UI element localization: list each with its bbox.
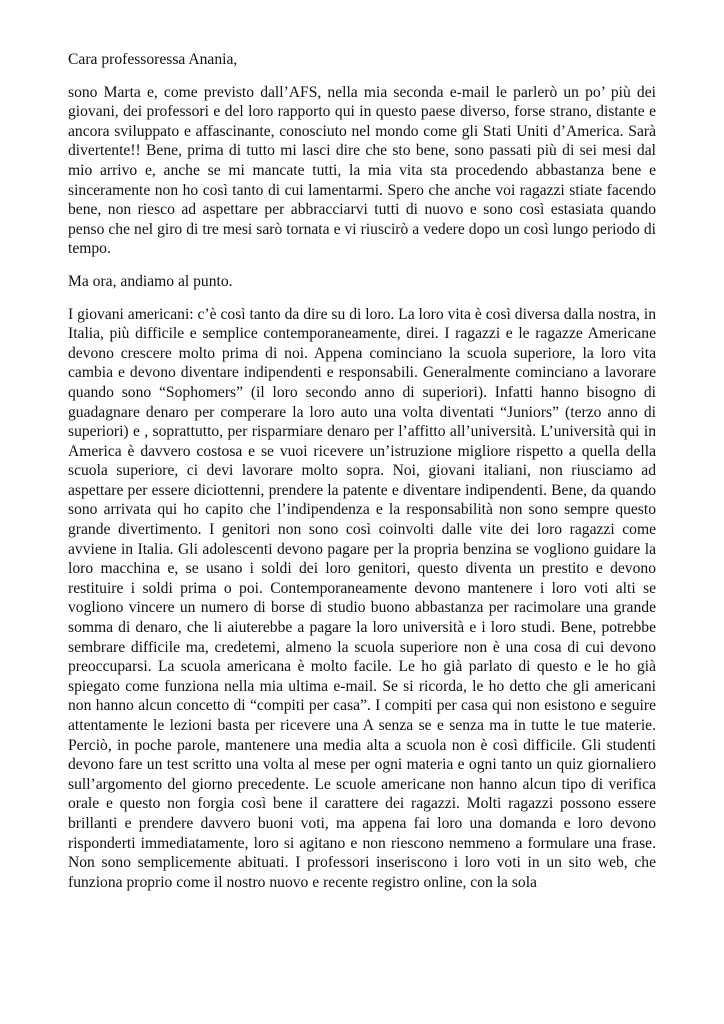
document-page [68,50,656,905]
paragraph-american-youth: I giovani americani: c’è così tanto da dire su di loro. La loro vita è così diversa dalla nostra, in Italia, più difficile e semplice contemporaneamente, direi. I ragazzi e le ragazze Americane devono crescere molto prima di noi. Appena cominciano la scuola superiore, la loro vita cambia e devono diventare indipendenti e responsabili. Generalmente cominciano a lavorare quando sono “Sophomers” (il loro secondo anno di superiori). Infatti hanno bisogno di guadagnare denaro per comperare la loro auto una volta diventati “Juniors” (terzo anno di superiori) e , soprattutto, per risparmiare denaro per l’affitto all’università. L’università qui in America è davvero costosa e se vuoi ricevere un’istruzione migliore rispetto a quella della scuola superiore, ci devi lavorare molto sopra. Noi, giovani italiani, non riusciamo ad aspettare per essere diciottenni, prendere la patente e diventare indipendenti. Bene, da quando sono arrivata qui ho capito che l’indipendenza e la responsabilità non sono sempre questo grande divertimento. I genitori non sono così coinvolti dalle vite dei loro ragazzi come avviene in Italia. Gli adolescenti devono pagare per la propria benzina se vogliono guidare la loro macchina e, se usano i soldi dei loro genitori, questo diventa un prestito e devono restituire i soldi prima o poi. Contemporaneamente devono mantenere i loro voti alti se vogliono vincere un numero di borse di studio buono abbastanza per racimolare una grande somma di denaro, che li aiuterebbe a pagare la loro università e i loro studi. Bene, potrebbe sembrare difficile ma, credetemi, almeno la scuola superiore non è una cosa di cui devono preoccuparsi. La scuola americana è molto facile. Le ho già parlato di questo e le ho già spiegato come funziona nella mia ultima e-mail. Se si ricorda, le ho detto che gli americani non hanno alcun concetto di “compiti per casa”. I compiti per casa qui non esistono e seguire attentamente le lezioni basta per ricevere una A senza se e senza ma in tutte le tue materie. Perciò, in poche parole, mantenere una media alta a scuola non è così difficile. Gli studenti devono fare un test scritto una volta al mese per ogni materia e ogni tanto un quiz giornaliero sull’argomento del giorno precedente. Le scuole americane non hanno alcun tipo di verifica orale e questo non forgia così bene il carattere dei ragazzi. Molti ragazzi possono essere brillanti e prendere davvero buoni voti, ma appena fai loro una domanda e loro devono risponderti immediatamente, loro si agitano e non riescono nemmeno a formulare una frase. Non sono semplicemente abituati. I professori inseriscono i loro voti in un sito web, che funziona proprio come il nostro nuovo e recente registro online, con la sola [68,305,656,891]
paragraph-intro: sono Marta e, come previsto dall’AFS, nella mia seconda e-mail le parlerò un po’ più dei giovani, dei professori e del loro rapporto qui in questo paese diverso, forse strano, distante e ancora sviluppato e affascinante, conosciuto nel mondo come gli Stati Uniti d’America. Sarà divertente!! Bene, prima di tutto mi lasci dire che sto bene, sono passati più di sei mesi dal mio arrivo e, anche se mi mancate tutti, la mia vita sta procedendo abbastanza bene e sinceramente non ho così tanto di cui lamentarmi. Spero che anche voi ragazzi stiate facendo bene, non riesco ad aspettare per abbracciarvi tutti di nuovo e sono così estasiata quando penso che nel giro di tre mesi sarò tornata e vi riuscirò a vedere dopo un così lungo periodo di tempo. [68,83,656,258]
letter-salutation: Cara professoressa Anania, [68,51,238,68]
paragraph-transition: Ma ora, andiamo al punto. [68,272,233,290]
